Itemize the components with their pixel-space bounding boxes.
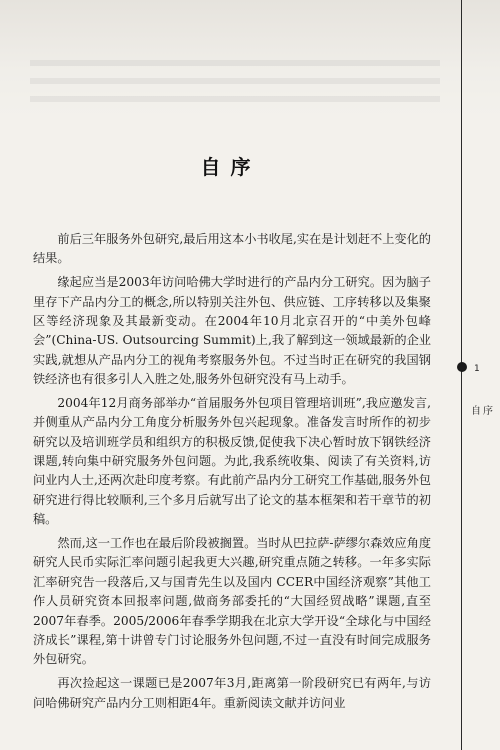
running-head: 自序 <box>471 406 495 417</box>
paragraph: 再次捡起这一课题已是2007年3月,距离第一阶段研究已有两年,与访问哈佛研究产品内分工则相距4年。重新阅读文献并访问业 <box>33 676 431 710</box>
page-marker <box>456 361 468 373</box>
header-shadow-band <box>0 0 500 118</box>
page-title: 自序 <box>200 155 261 179</box>
body-text <box>33 230 431 717</box>
paragraph: 前后三年服务外包研究,最后用这本小书收尾,实在是计划赶不上变化的结果。 <box>33 232 431 266</box>
ghost-text-line <box>30 60 440 66</box>
paragraph: 2004年12月商务部举办“首届服务外包项目管理培训班”,我应邀发言,并侧重从产品内分工角度分析服务外包兴起现象。准备发言时所作的初步研究以及培训班学员和组织方的积极反馈,促使我下决心暂时放下钢铁经济课题,转向集中研究服务外包问题。为此,我系统收集、阅读了有关资料,访问业内人士,还两次赴印度考察。有此前产品内分工研究工作基础,服务外包研究进行得比较顺利,三个多月后就写出了论文的基本框架和若干章节的初稿。 <box>33 395 431 527</box>
paragraph: 缘起应当是2003年访问哈佛大学时进行的产品内分工研究。因为脑子里存下产品内分工的概念,所以特别关注外包、供应链、工序转移以及集聚区等经济现象及其最新变动。在2004年10月北京召开的“中美外包峰会”(China-US. Outsourcing Summit)上,我了解到这一领域最新的企业实践,就想从产品内分工的视角考察服务外包。不过当时正在研究的我国钢铁经济也有很多引人入胜之处,服务外包研究没有马上动手。 <box>33 275 431 387</box>
margin-rule <box>461 0 462 750</box>
ghost-text-line <box>30 78 440 84</box>
page-number: 1 <box>474 364 480 374</box>
ghost-text-line <box>30 96 440 102</box>
paragraph: 然而,这一工作也在最后阶段被搁置。当时从巴拉萨-萨缪尔森效应角度研究人民币实际汇率问题引起我更大兴趣,研究重点随之转移。一年多实际汇率研究告一段落后,又与国青先生以及国内 CCER中国经济观察”其他工作人员研究资本回报率问题,做商务部委托的“大国经贸战略”课题,直至2007年春季。2005/2006年春季学期我在北京大学开设“全球化与中国经济成长”课程,第十讲曾专门讨论服务外包问题,不过一直没有时间完成服务外包研究。 <box>33 535 432 667</box>
page-marker-dot-icon <box>457 362 467 372</box>
